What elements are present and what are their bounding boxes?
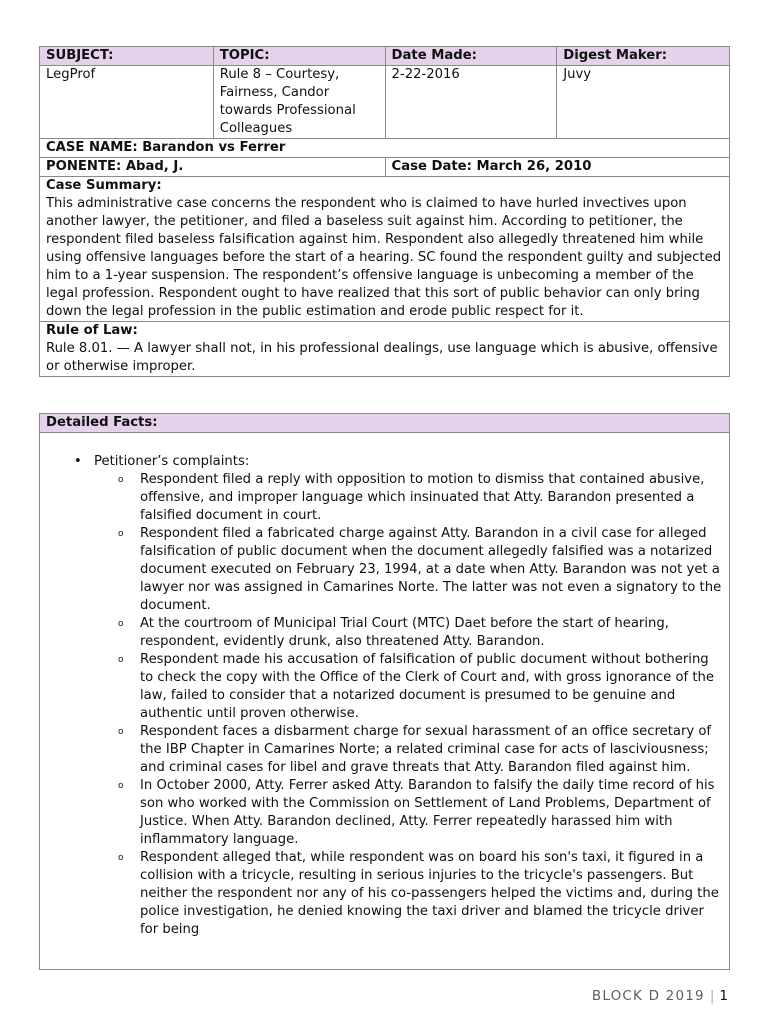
rule-of-law-text: Rule 8.01. — A lawyer shall not, in his professional dealings, use language which is abusive, offensive or otherwise improper. <box>46 341 718 374</box>
digest-maker-header: Digest Maker: <box>557 47 730 66</box>
list-item: o In October 2000, Atty. Ferrer asked Atty. Barandon to falsify the daily time record of his son who worked with the Commission on Settlement of Land Problems, Department of Justice. When Atty. Barandon declined, Atty. Ferrer repeatedly harassed him with inflammatory language. <box>140 777 723 849</box>
case-summary-cell <box>40 177 730 322</box>
rule-of-law-cell <box>40 322 730 377</box>
detailed-facts-header: Detailed Facts: <box>40 414 730 433</box>
topic-value: Rule 8 – Courtesy, Fairness, Candor towards Professional Colleagues <box>213 66 385 139</box>
complaints-heading: Petitioner’s complaints: <box>94 454 250 469</box>
case-summary-text: This administrative case concerns the respondent who is claimed to have hurled invectives upon another lawyer, the petitioner, and filed a baseless suit against him. According to petitioner, the respondent filed baseless falsification against him. Respondent also allegedly threatened him while using offensive languages before the start of a hearing. SC found the respondent guilty and subjected him to a 1-year suspension. The respondent’s offensive language is unbecoming a member of the legal profession. Respondent ought to have realized that this sort of public behavior can only bring down the legal profession in the public estimation and erode public respect for it. <box>46 196 722 319</box>
case-name: CASE NAME: Barandon vs Ferrer <box>40 139 730 158</box>
subject-header: SUBJECT: <box>40 47 214 66</box>
detailed-facts-body <box>40 433 730 970</box>
page-number: 1 <box>719 988 728 1004</box>
detailed-facts-table <box>39 413 730 970</box>
rule-of-law-label: Rule of Law: <box>46 323 138 338</box>
list-item: o At the courtroom of Municipal Trial Court (MTC) Daet before the start of hearing, respondent, evidently drunk, also threatened Atty. Barandon. <box>140 615 723 651</box>
facts-list <box>46 453 723 939</box>
list-item: o Respondent filed a reply with opposition to motion to dismiss that contained abusive, offensive, and improper language which insinuated that Atty. Barandon presented a falsified document in court. <box>140 471 723 525</box>
digest-maker-value: Juvy <box>557 66 730 139</box>
complaints-sublist <box>94 471 723 939</box>
list-item: o Respondent faces a disbarment charge for sexual harassment of an office secretary of the IBP Chapter in Camarines Norte; a related criminal case for acts of lasciviousness; and criminal cases for libel and grave threats that Atty. Barandon filed against him. <box>140 723 723 777</box>
ponente: PONENTE: Abad, J. <box>40 158 386 177</box>
list-item: o Respondent filed a fabricated charge against Atty. Barandon in a civil case for alleged falsification of public document when the document allegedly falsified was a notarized document executed on February 23, 1994, at a date when Atty. Barandon was not yet a lawyer nor was assigned in Camarines Norte. The latter was not even a signatory to the document. <box>140 525 723 615</box>
page-footer <box>592 988 728 1004</box>
subject-value: LegProf <box>40 66 214 139</box>
date-made-header: Date Made: <box>385 47 557 66</box>
footer-block-label: BLOCK D 2019 <box>591 988 705 1004</box>
topic-header: TOPIC: <box>213 47 385 66</box>
list-item: o Respondent alleged that, while respondent was on board his son's taxi, it figured in a collision with a tricycle, resulting in serious injuries to the tricycle's passengers. But neither the respondent nor any of his co-passengers helped the victims and, during the police investigation, he denied knowing the taxi driver and blamed the tricycle driver for being <box>140 849 723 939</box>
case-summary-label: Case Summary: <box>46 178 162 193</box>
case-info-table <box>39 46 730 377</box>
footer-separator: | <box>709 988 715 1004</box>
date-made-value: 2-22-2016 <box>385 66 557 139</box>
case-date: Case Date: March 26, 2010 <box>385 158 729 177</box>
list-item: o Respondent made his accusation of falsification of public document without bothering to check the copy with the Office of the Clerk of Court and, with gross ignorance of the law, failed to consider that a notarized document is presumed to be genuine and authentic until proven otherwise. <box>140 651 723 723</box>
list-item <box>94 453 723 939</box>
